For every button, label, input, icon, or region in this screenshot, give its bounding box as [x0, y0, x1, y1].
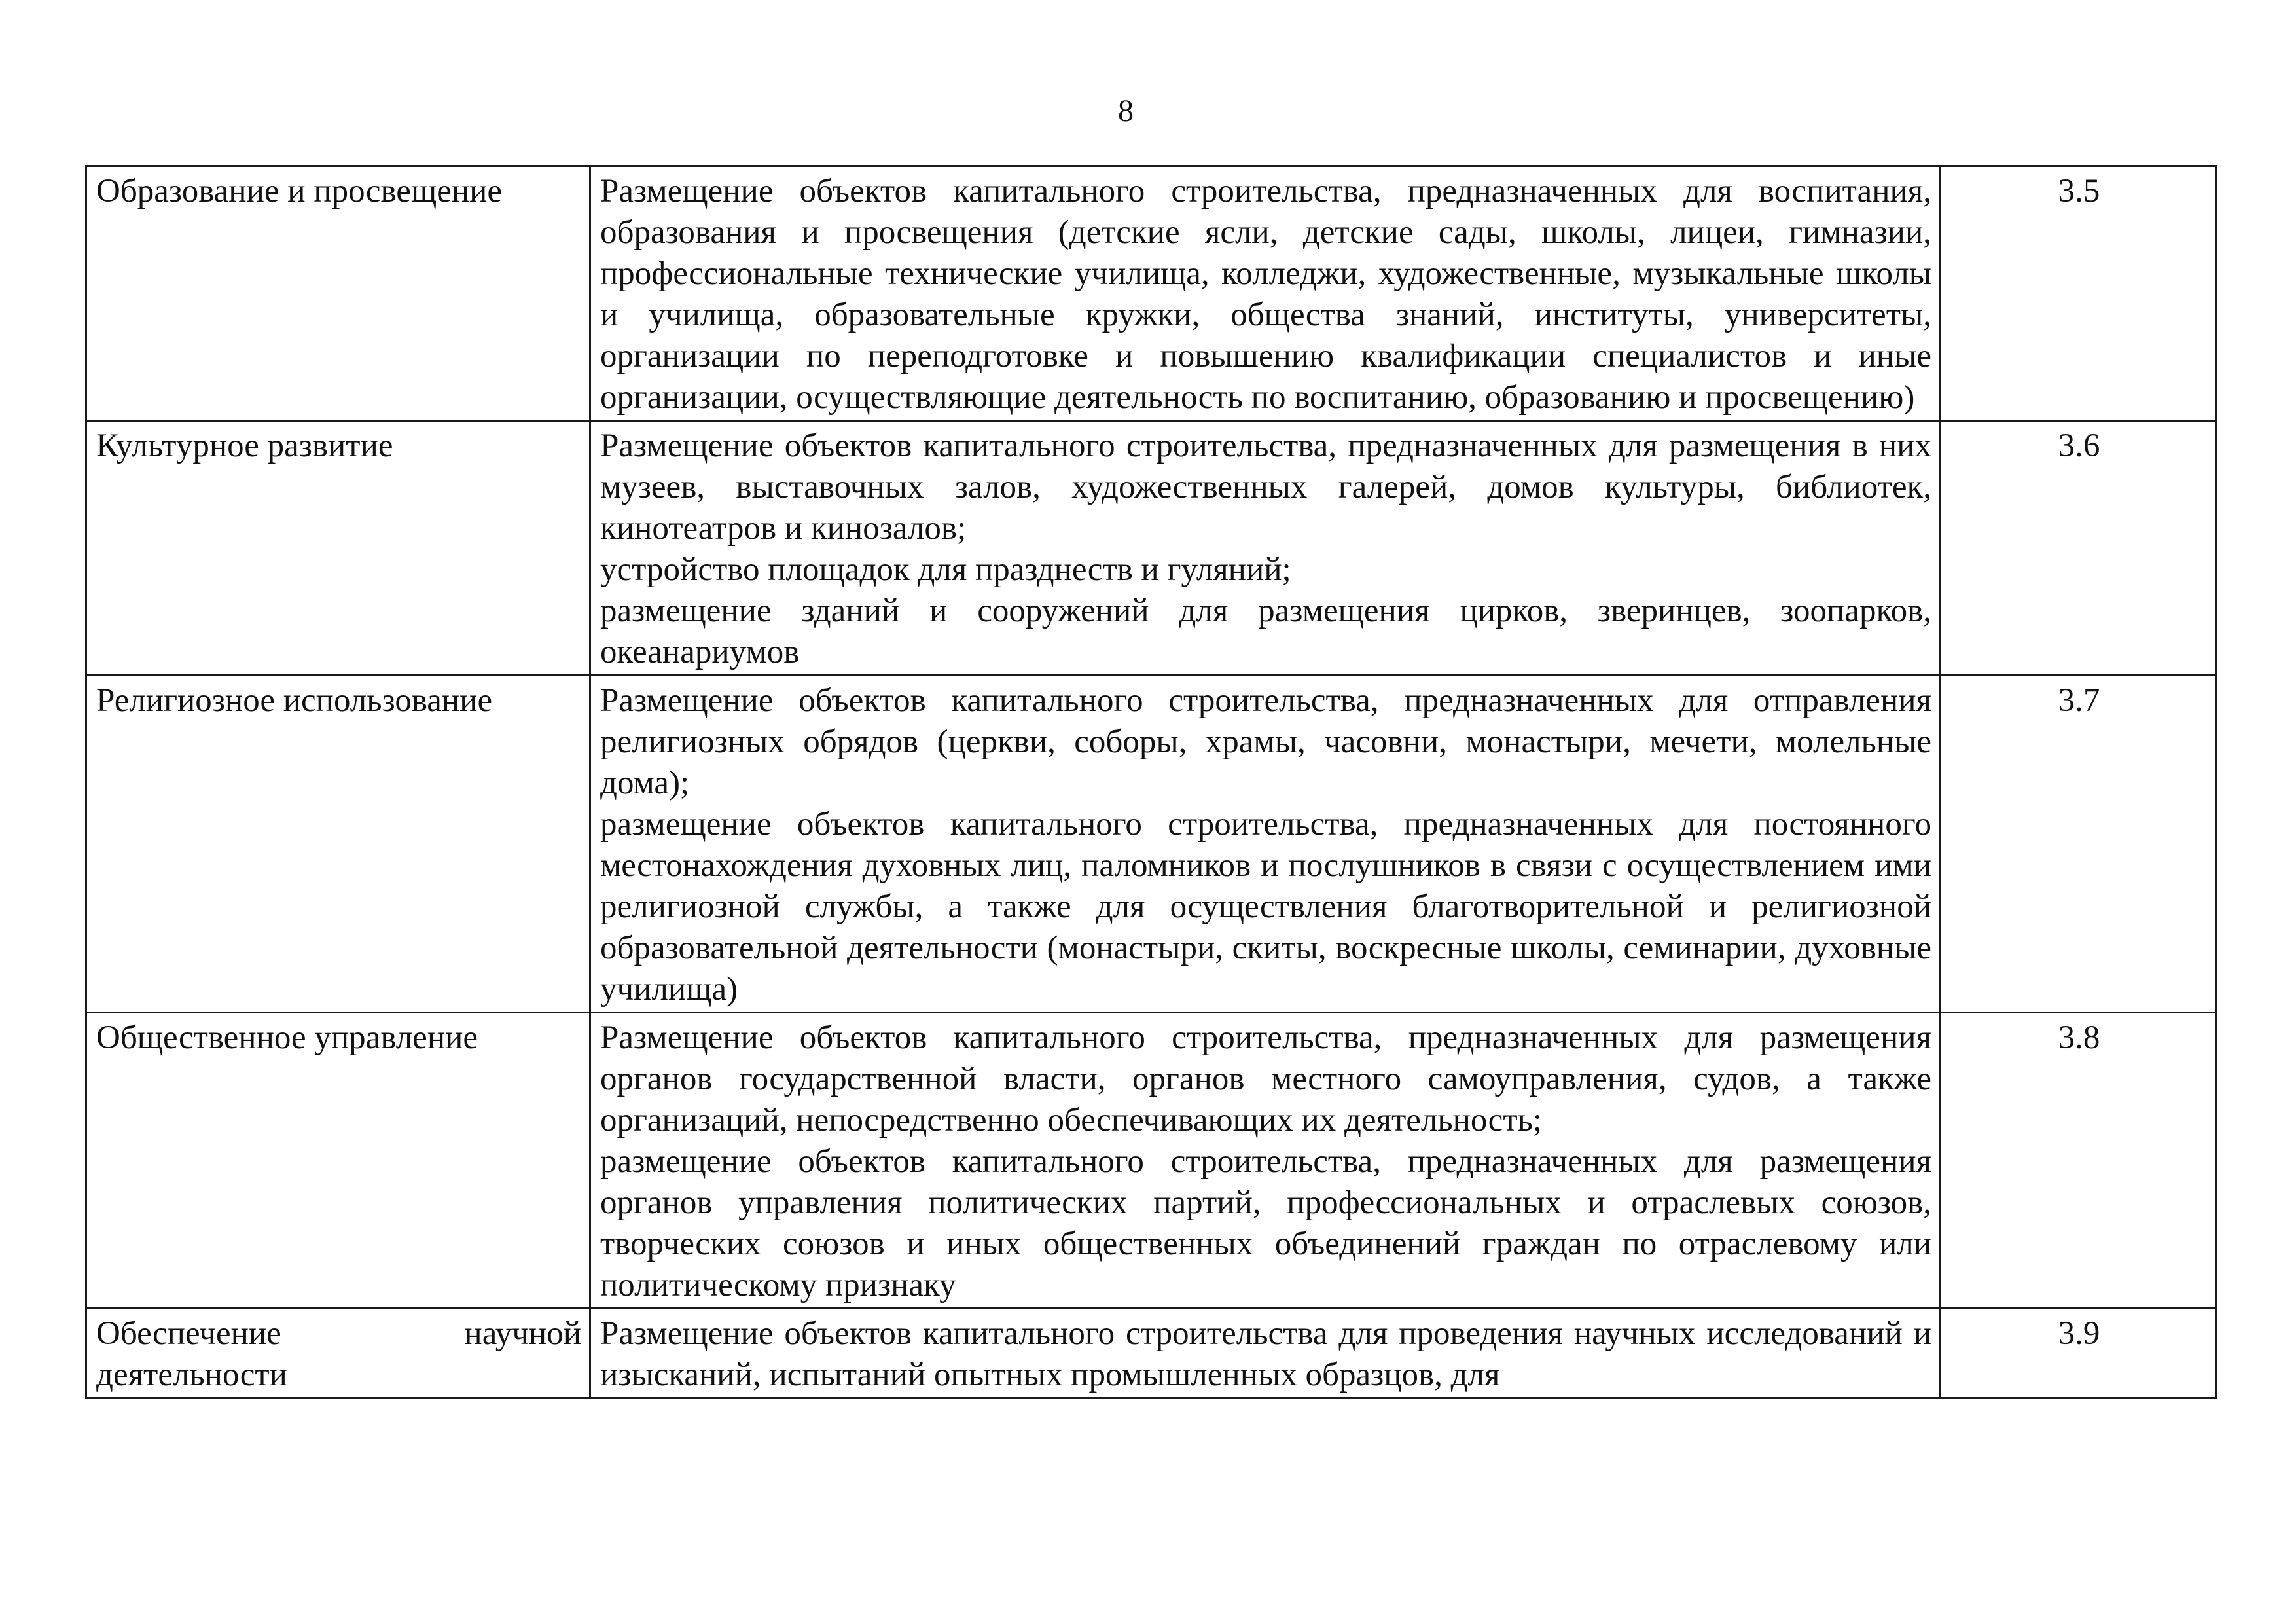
description-paragraph: Размещение объектов капитального строительства, предназначенных для воспитания, образования и просвещения (детские ясли, детские сады, школы, лицеи, гимназии, профессиональные технические училища, колледжи, художественные, музыкальные школы и училища, образовательные кружки, общества знаний, институты, университеты, организации по переподготовке и повышению квалификации специалистов и иные организации, осуществляющие деятельность по воспитанию, образованию и просвещению) [600, 173, 1931, 416]
description-paragraph: Размещение объектов капитального строительства для проведения научных исследований и изысканий, испытаний опытных промышленных образцов, для [600, 1315, 1931, 1393]
description-paragraph: устройство площадок для празднеств и гуляний; [600, 551, 1291, 588]
use-type-code: 3.7 [1941, 676, 2217, 1013]
use-type-code: 3.9 [1941, 1309, 2217, 1398]
table-row [86, 421, 2217, 676]
use-type-code: 3.6 [1941, 421, 2217, 676]
use-type-description [590, 166, 1941, 421]
table-row [86, 1309, 2217, 1398]
page-number: 8 [1118, 94, 1134, 128]
use-type-name: Культурное развитие [86, 421, 590, 676]
use-type-description [590, 1013, 1941, 1309]
description-paragraph: Размещение объектов капитального строительства, предназначенных для размещения органов государственной власти, органов местного самоуправления, судов, а также организаций, непосредственно обеспечивающих их деятельность; [600, 1019, 1931, 1139]
land-use-table [85, 165, 2217, 1399]
use-type-code: 3.8 [1941, 1013, 2217, 1309]
description-paragraph: Размещение объектов капитального строительства, предназначенных для отправления религиозных обрядов (церкви, соборы, храмы, часовни, монастыри, мечети, молельные дома); [600, 682, 1931, 801]
use-type-name: Религиозное использование [86, 676, 590, 1013]
table-row [86, 676, 2217, 1013]
use-type-description [590, 1309, 1941, 1398]
use-type-code: 3.5 [1941, 166, 2217, 421]
use-type-description [590, 676, 1941, 1013]
use-type-description [590, 421, 1941, 676]
table-row [86, 1013, 2217, 1309]
description-paragraph: Размещение объектов капитального строительства, предназначенных для размещения в них музеев, выставочных залов, художественных галерей, домов культуры, библиотек, кинотеатров и кинозалов; [600, 428, 1931, 547]
table-row [86, 166, 2217, 421]
description-paragraph: размещение зданий и сооружений для размещения цирков, зверинцев, зоопарков, океанариумов [600, 593, 1931, 670]
use-type-name: Общественное управление [86, 1013, 590, 1309]
use-type-name: Обеспечение научной деятельности [86, 1309, 590, 1398]
use-type-name: Образование и просвещение [86, 166, 590, 421]
description-paragraph: размещение объектов капитального строительства, предназначенных для постоянного местонахождения духовных лиц, паломников и послушников в связи с осуществлением ими религиозной службы, а также для осуществления благотворительной и религиозной образовательной деятельности (монастыри, скиты, воскресные школы, семинарии, духовные училища) [600, 806, 1931, 1008]
description-paragraph: размещение объектов капитального строительства, предназначенных для размещения органов управления политических партий, профессиональных и отраслевых союзов, творческих союзов и иных общественных объединений граждан по отраслевому или политическому признаку [600, 1143, 1931, 1304]
